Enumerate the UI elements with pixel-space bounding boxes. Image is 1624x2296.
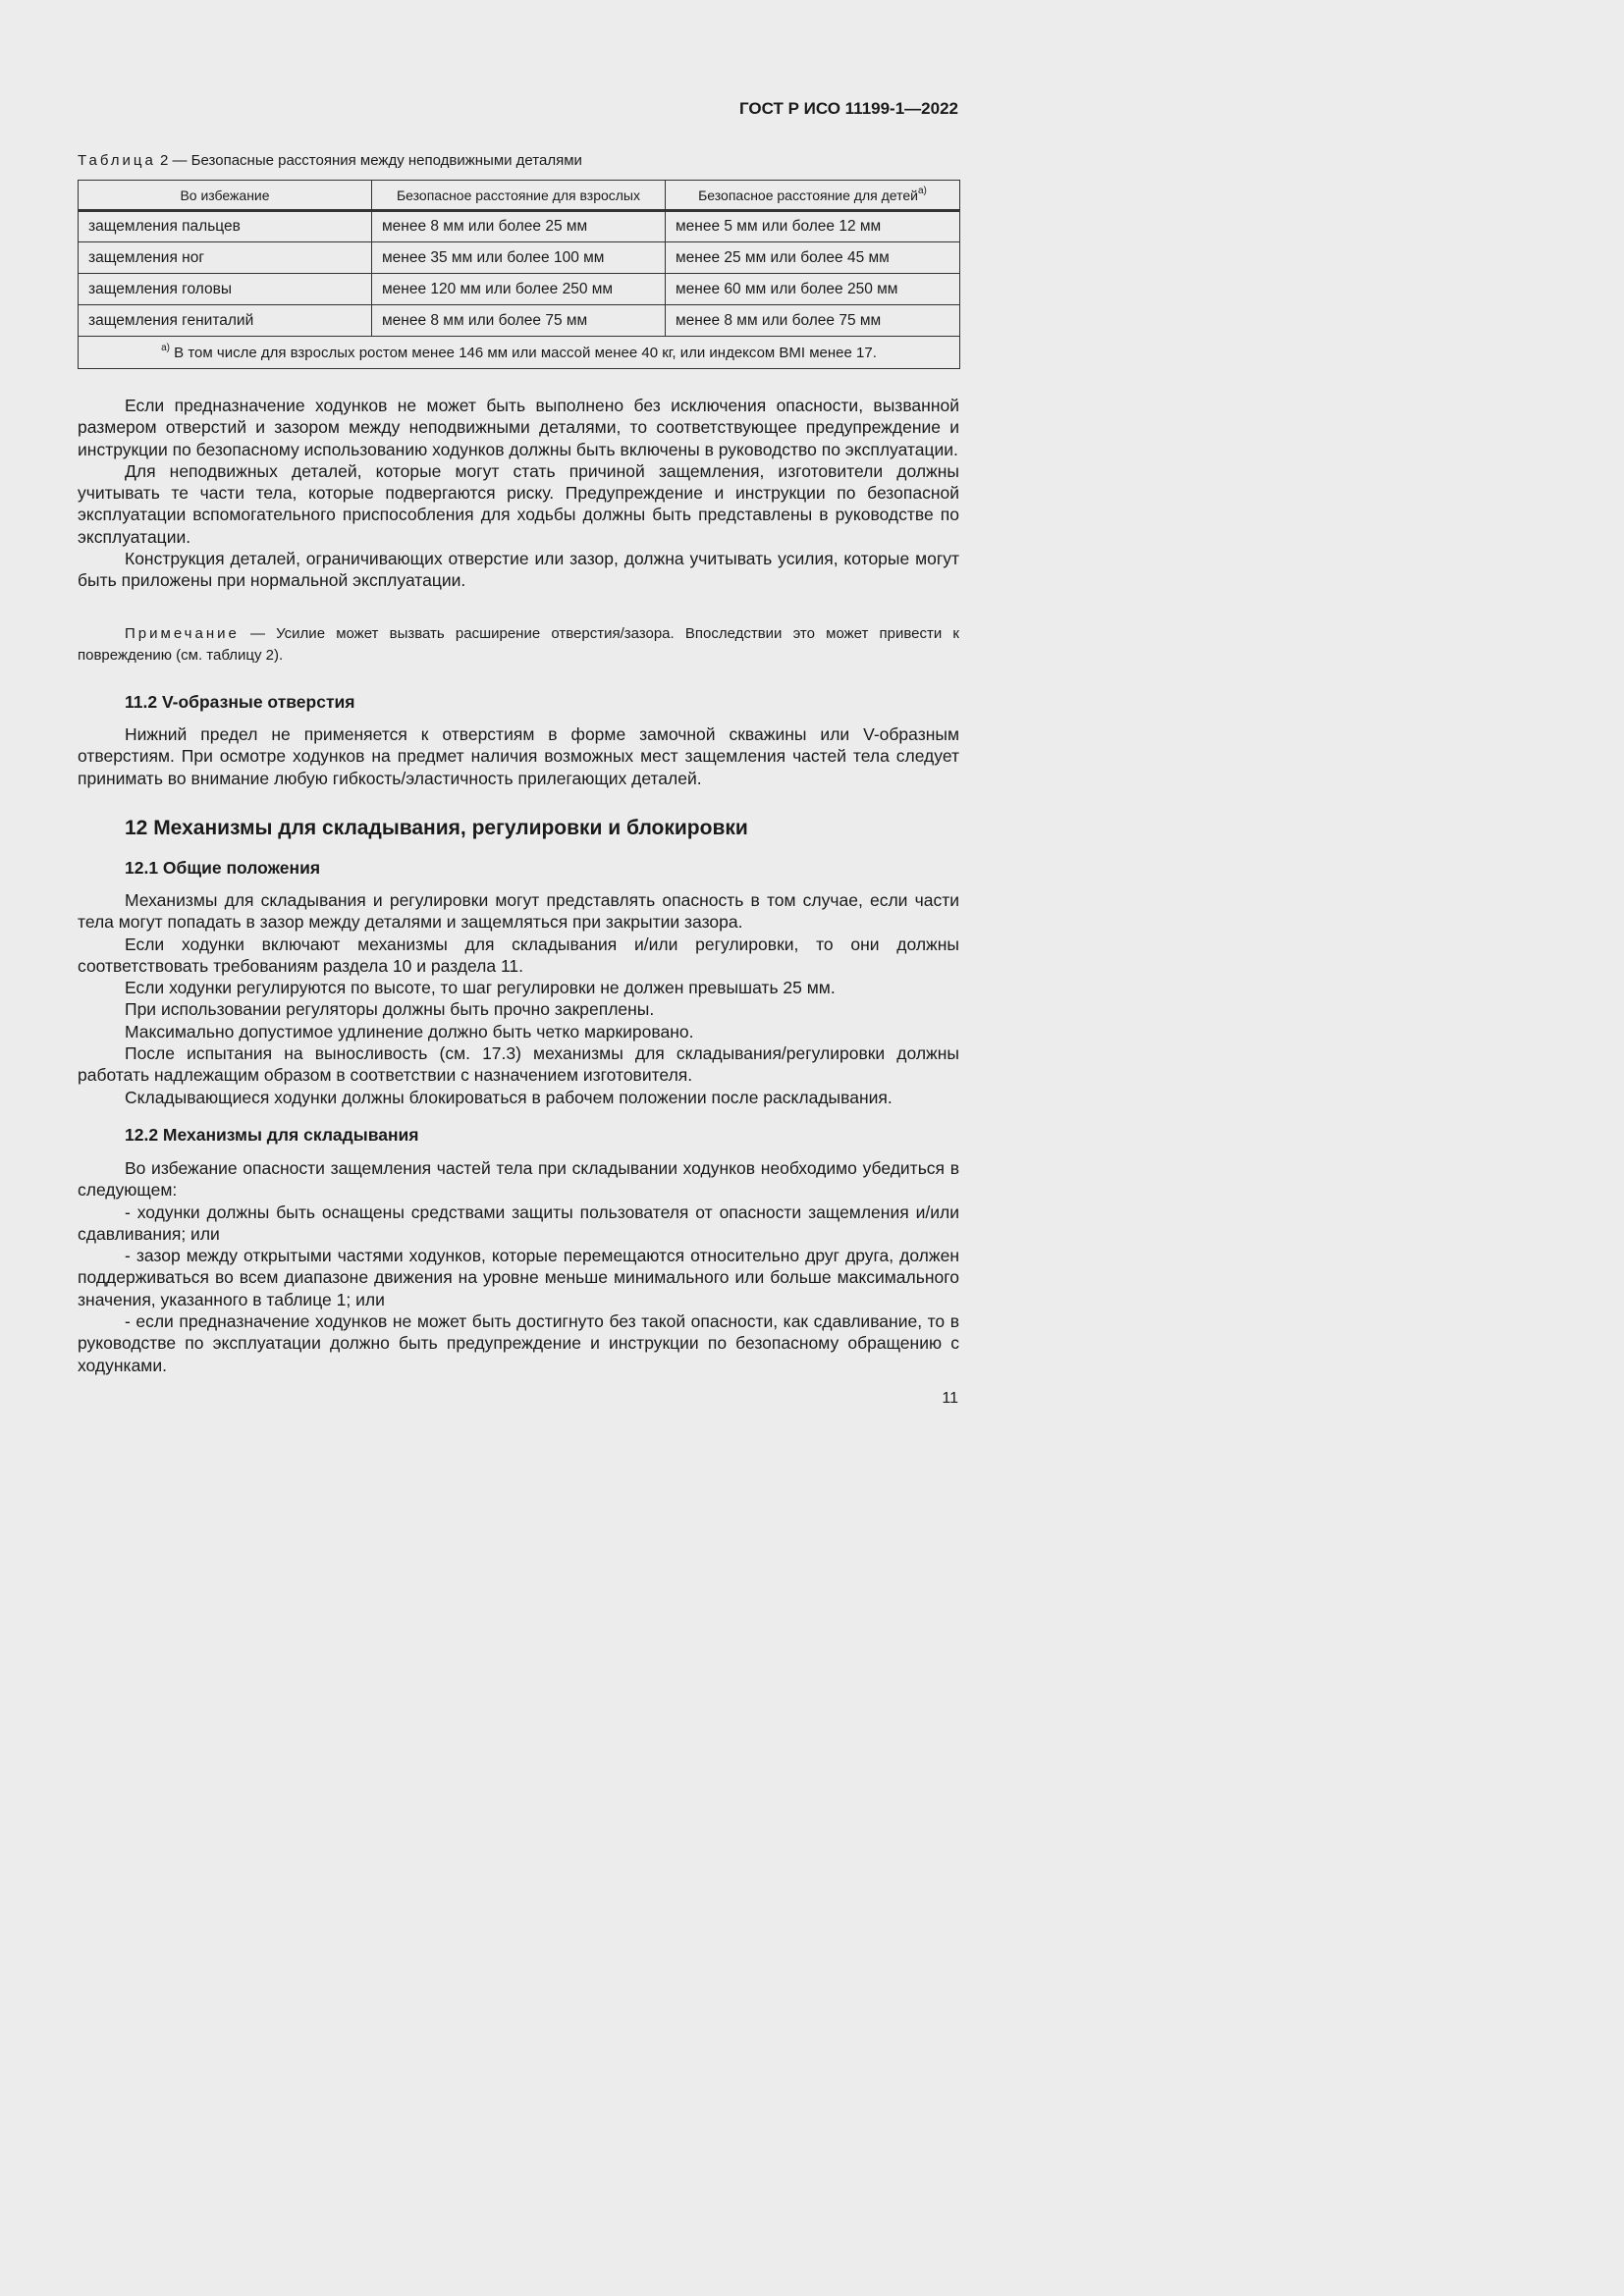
- section-12-1-heading: 12.1 Общие положения: [125, 858, 321, 878]
- note-label: Примечание: [125, 625, 240, 642]
- paragraph: Если ходунки регулируются по высоте, то шаг регулировки не должен превышать 25 мм.: [125, 978, 836, 998]
- standard-code: ГОСТ Р ИСО 11199-1—2022: [738, 99, 958, 118]
- footnote-mark: a): [917, 185, 927, 196]
- table-cell: защемления гениталий: [79, 305, 372, 337]
- safety-distance-table: [78, 180, 960, 369]
- paragraph: После испытания на выносливость (см. 17.3) механизмы для складывания/регулировки должны работать надлежащим образом в соответствии с назначением изготовителя.: [78, 1043, 959, 1086]
- page-number: 11: [942, 1390, 958, 1407]
- section-11-1-body: [78, 395, 959, 592]
- paragraph: Максимально допустимое удлинение должно быть четко маркировано.: [125, 1021, 694, 1041]
- footnote-text: В том числе для взрослых ростом менее 146 мм или массой менее 40 кг, или индексом BMI менее 17.: [170, 344, 877, 361]
- table-cell: менее 8 мм или более 25 мм: [372, 211, 666, 242]
- table-footnote-row: [79, 337, 960, 369]
- paragraph: Во избежание опасности защемления частей тела при складывании ходунков необходимо убедиться в следующем:: [78, 1158, 959, 1201]
- note-text: — Усилие может вызвать расширение отверстия/зазора. Впоследствии это может привести к повреждению (см. таблицу 2).: [78, 625, 959, 664]
- paragraph: Если ходунки включают механизмы для складывания и/или регулировки, то они должны соответствовать требованиям раздела 10 и раздела 11.: [78, 934, 959, 976]
- header-cell-avoid: Во избежание: [79, 181, 372, 211]
- paragraph: Если предназначение ходунков не может быть выполнено без исключения опасности, вызванной размером отверстий и зазором между неподвижными деталями, то соответствующее предупреждение и инструкции по безопасному использованию ходунков должны быть включены в руководство по эксплуатации.: [78, 396, 959, 459]
- table-caption-label: Таблица: [78, 152, 156, 169]
- table-cell: защемления головы: [79, 274, 372, 305]
- note: [78, 623, 959, 667]
- section-12-2-heading: 12.2 Механизмы для складывания: [125, 1125, 419, 1145]
- table-header-row: [79, 181, 960, 211]
- table-cell: менее 60 мм или более 250 мм: [666, 274, 960, 305]
- section-12-2-body: [78, 1157, 959, 1376]
- table-cell: менее 35 мм или более 100 мм: [372, 242, 666, 274]
- section-12-1-body: [78, 889, 959, 1108]
- paragraph: Механизмы для складывания и регулировки могут представлять опасность в том случае, если части тела могут попадать в зазор между деталями и защемляться при закрытии зазора.: [78, 890, 959, 933]
- table-caption: [78, 152, 582, 169]
- table-footnote: [79, 337, 960, 369]
- header-cell-children-text: Безопасное расстояние для детей: [698, 187, 918, 203]
- header-cell-children: [666, 181, 960, 211]
- table-row: [79, 274, 960, 305]
- table-cell: защемления ног: [79, 242, 372, 274]
- paragraph: При использовании регуляторы должны быть прочно закреплены.: [125, 999, 655, 1020]
- header-cell-adults: Безопасное расстояние для взрослых: [372, 181, 666, 211]
- paragraph: Конструкция деталей, ограничивающих отверстие или зазор, должна учитывать усилия, которые могут быть приложены при нормальной эксплуатации.: [78, 549, 959, 591]
- list-item: - ходунки должны быть оснащены средствами защиты пользователя от опасности защемления и/или сдавливания; или: [78, 1201, 959, 1244]
- table-cell: менее 8 мм или более 75 мм: [372, 305, 666, 337]
- table-cell: менее 25 мм или более 45 мм: [666, 242, 960, 274]
- list-item: - если предназначение ходунков не может быть достигнуто без такой опасности, как сдавливание, то в руководстве по эксплуатации должно быть предупреждение и инструкции по безопасному обращению с ходунками.: [78, 1311, 959, 1375]
- paragraph: Складывающиеся ходунки должны блокироваться в рабочем положении после раскладывания.: [125, 1087, 893, 1107]
- table-cell: менее 5 мм или более 12 мм: [666, 211, 960, 242]
- section-12-heading: 12 Механизмы для складывания, регулировки и блокировки: [125, 817, 748, 839]
- paragraph: Нижний предел не применяется к отверстиям в форме замочной скважины или V-образным отверстиям. При осмотре ходунков на предмет наличия возможных мест защемления частей тела следует принимать во внимание любую гибкость/эластичность прилегающих деталей.: [78, 724, 959, 788]
- table-row: [79, 305, 960, 337]
- table-cell: защемления пальцев: [79, 211, 372, 242]
- section-11-2-heading: 11.2 V-образные отверстия: [125, 692, 355, 712]
- table-cell: менее 120 мм или более 250 мм: [372, 274, 666, 305]
- table-row: [79, 211, 960, 242]
- list-item: - зазор между открытыми частями ходунков, которые перемещаются относительно друг друга, должен поддерживаться во всем диапазоне движения на уровне меньше минимального или больше максимального значения, указанного в таблице 1; или: [78, 1246, 959, 1309]
- table-row: [79, 242, 960, 274]
- table-cell: менее 8 мм или более 75 мм: [666, 305, 960, 337]
- document-page: [0, 0, 1089, 1539]
- table-caption-text: 2 — Безопасные расстояния между неподвижными деталями: [155, 152, 582, 169]
- footnote-mark: a): [161, 342, 171, 353]
- section-11-2-body: [78, 723, 959, 789]
- note-paragraph: [78, 623, 959, 667]
- paragraph: Для неподвижных деталей, которые могут стать причиной защемления, изготовители должны учитывать те части тела, которые подвергаются риску. Предупреждение и инструкции по безопасной эксплуатации вспомогательного приспособления для ходьбы должны быть представлены в руководстве по эксплуатации.: [78, 460, 959, 547]
